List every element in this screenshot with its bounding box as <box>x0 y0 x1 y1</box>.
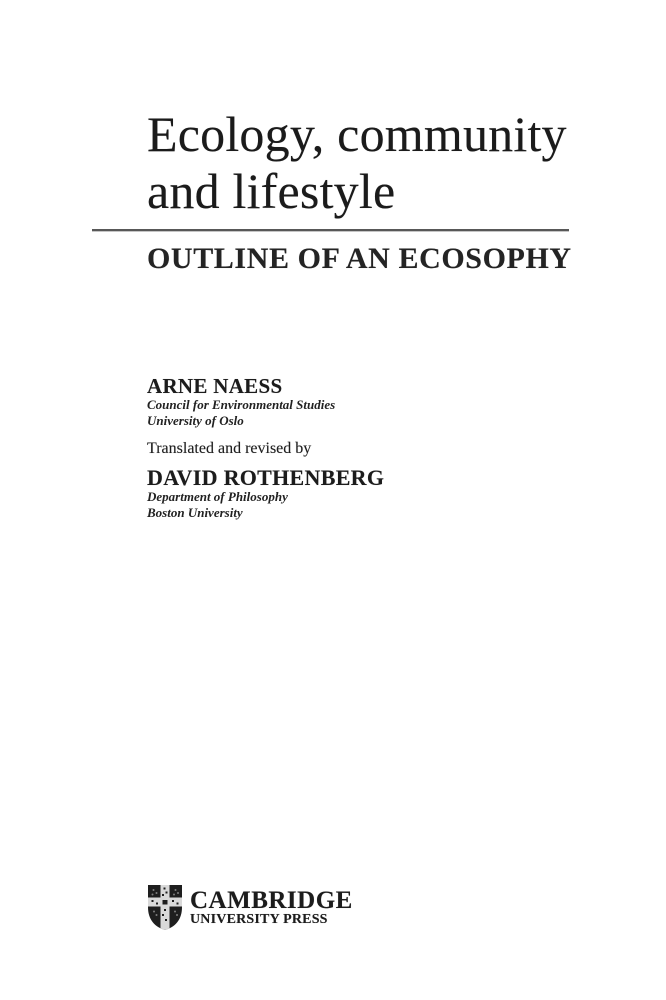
publisher-logo <box>147 884 377 934</box>
book-title-line2: and lifestyle <box>147 163 396 219</box>
translator-affiliation-line2: Boston University <box>147 505 243 520</box>
cambridge-shield-icon <box>147 884 183 931</box>
title-divider-rule <box>92 229 569 231</box>
translator-intro: Translated and revised by <box>147 440 312 457</box>
book-title-line1: Ecology, community <box>147 106 567 162</box>
translator-affiliation-line1: Department of Philosophy <box>147 489 288 504</box>
book-subtitle: OUTLINE OF AN ECOSOPHY <box>147 242 572 275</box>
author-name: ARNE NAESS <box>147 374 283 398</box>
translator-affiliation <box>147 489 288 521</box>
book-title <box>147 106 567 220</box>
author-affiliation-line2: University of Oslo <box>147 413 244 428</box>
publisher-subname: UNIVERSITY PRESS <box>190 912 328 927</box>
author-affiliation-line1: Council for Environmental Studies <box>147 397 336 412</box>
translator-name: DAVID ROTHENBERG <box>147 465 385 490</box>
author-affiliation <box>147 397 335 429</box>
publisher-name: CAMBRIDGE <box>190 887 353 914</box>
